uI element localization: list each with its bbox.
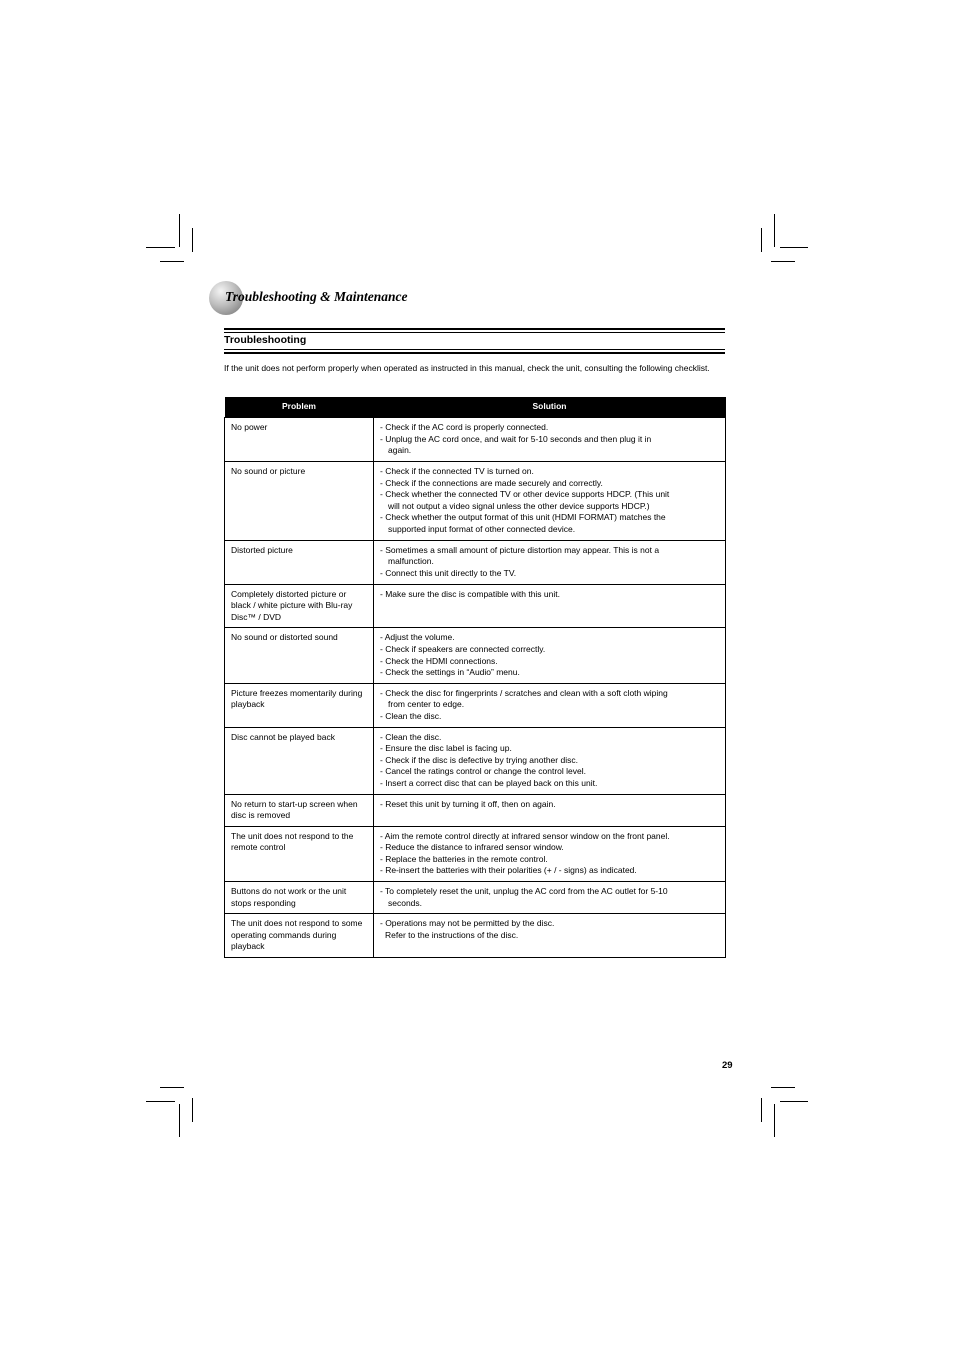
solution-line: - Replace the batteries in the remote control. <box>380 853 548 864</box>
troubleshooting-table <box>224 397 726 958</box>
solution-line: Refer to the instructions of the disc. <box>385 929 519 940</box>
solution-line: - Ensure the disc label is facing up. <box>380 743 512 754</box>
solution-line: - Operations may not be permitted by the disc. <box>380 918 555 929</box>
solution-line: - Check if the connected TV is turned on. <box>380 466 534 476</box>
table-row <box>225 882 726 914</box>
solution-line: - Check whether the output format of this unit (HDMI FORMAT) matches the <box>380 512 666 523</box>
solution-line: - Check the settings in “Audio” menu. <box>380 667 520 678</box>
table-row <box>225 683 726 727</box>
column-header-solution: Solution <box>374 397 726 418</box>
solution-line: - Check if speakers are connected correctly. <box>380 643 546 654</box>
intro-text: If the unit does not perform properly when operated as instructed in this manual, check the unit, consulting the following checklist. <box>224 363 710 373</box>
solution-cell <box>374 418 726 462</box>
table-row <box>225 584 726 628</box>
solution-line: - Reduce the distance to infrared sensor window. <box>380 842 564 853</box>
table-header-row <box>225 397 726 418</box>
problem-cell: No sound or picture <box>225 462 374 541</box>
solution-cell <box>374 584 726 628</box>
solution-cell <box>374 794 726 826</box>
solution-line: - Cancel the ratings control or change the control level. <box>380 766 587 777</box>
problem-cell: No return to start-up screen when disc is removed <box>225 794 374 826</box>
page-number: 29 <box>722 1060 733 1071</box>
problem-cell: No power <box>225 418 374 462</box>
solution-line: - Sometimes a small amount of picture distortion may appear. This is not a <box>380 544 660 555</box>
solution-line: from center to edge. <box>388 699 465 710</box>
heading-rule-bottom-thin <box>224 349 725 350</box>
problem-cell: Disc cannot be played back <box>225 727 374 794</box>
table-row <box>225 462 726 541</box>
heading-rule-top <box>224 328 725 330</box>
section-title: Troubleshooting & Maintenance <box>225 289 408 304</box>
column-header-problem: Problem <box>225 397 374 418</box>
solution-line: - Aim the remote control directly at infrared sensor window on the front panel. <box>380 830 670 841</box>
problem-cell: Buttons do not work or the unit stops responding <box>225 882 374 914</box>
solution-cell <box>374 914 726 958</box>
solution-line: supported input format of other connected device. <box>388 523 576 534</box>
solution-line: seconds. <box>388 897 423 908</box>
table-body <box>225 418 726 958</box>
solution-line: - Connect this unit directly to the TV. <box>380 567 517 578</box>
table-row <box>225 914 726 958</box>
sub-heading: Troubleshooting <box>224 334 307 346</box>
solution-line: - Unplug the AC cord once, and wait for 5-10 seconds and then plug it in <box>380 433 652 444</box>
solution-line: - Insert a correct disc that can be played back on this unit. <box>380 777 598 788</box>
solution-line: - Clean the disc. <box>380 710 442 721</box>
heading-rule-bottom <box>224 352 725 354</box>
solution-line: - Check if the AC cord is properly connected. <box>380 422 549 432</box>
solution-line: malfunction. <box>388 556 434 567</box>
table-row <box>225 418 726 462</box>
problem-cell: The unit does not respond to the remote control <box>225 826 374 881</box>
problem-cell: Distorted picture <box>225 540 374 584</box>
solution-cell <box>374 462 726 541</box>
solution-line: - Clean the disc. <box>380 731 442 742</box>
solution-line: - Reset this unit by turning it off, then on again. <box>380 798 556 809</box>
solution-cell <box>374 540 726 584</box>
solution-line: - Adjust the volume. <box>380 632 455 643</box>
table-row <box>225 540 726 584</box>
table-row <box>225 628 726 683</box>
solution-cell <box>374 683 726 727</box>
solution-line: - Check the disc for fingerprints / scratches and clean with a soft cloth wiping <box>380 687 668 698</box>
solution-line: - Check if the connections are made securely and correctly. <box>380 477 603 488</box>
solution-line: - Make sure the disc is compatible with this unit. <box>380 588 560 599</box>
solution-cell <box>374 826 726 881</box>
problem-cell: The unit does not respond to some operating commands during playback <box>225 914 374 958</box>
heading-rule-top-thin <box>224 332 725 333</box>
problem-cell: No sound or distorted sound <box>225 628 374 683</box>
solution-cell <box>374 628 726 683</box>
solution-cell <box>374 727 726 794</box>
table-row <box>225 826 726 881</box>
table-row <box>225 727 726 794</box>
solution-line: - To completely reset the unit, unplug the AC cord from the AC outlet for 5-10 <box>380 886 668 897</box>
solution-line: - Check whether the connected TV or other device supports HDCP. (This unit <box>380 489 670 500</box>
solution-line: - Check if the disc is defective by trying another disc. <box>380 754 578 765</box>
solution-cell <box>374 882 726 914</box>
table-row <box>225 794 726 826</box>
solution-line: - Check the HDMI connections. <box>380 655 498 666</box>
problem-cell: Completely distorted picture or black / white picture with Blu-ray Disc™ / DVD <box>225 584 374 628</box>
problem-cell: Picture freezes momentarily during playback <box>225 683 374 727</box>
solution-line: - Re-insert the batteries with their polarities (+ / - signs) as indicated. <box>380 865 637 876</box>
solution-line: again. <box>388 445 412 456</box>
solution-line: will not output a video signal unless the other device supports HDCP.) <box>388 500 650 511</box>
